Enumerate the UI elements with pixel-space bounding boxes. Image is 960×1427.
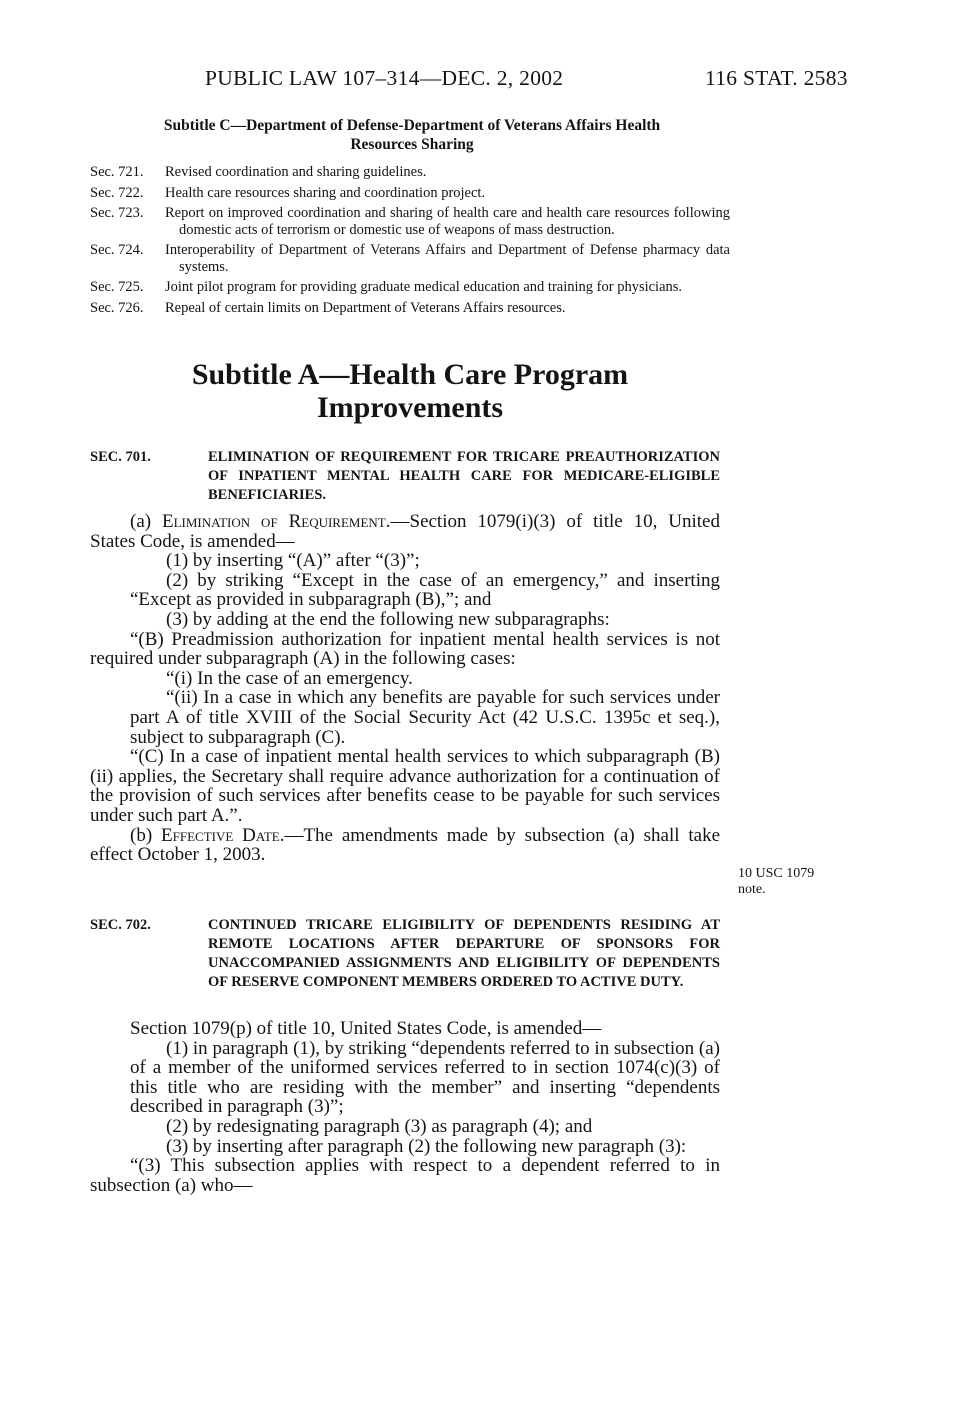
margin-note-line2: note. bbox=[738, 882, 766, 897]
toc-heading bbox=[92, 116, 732, 154]
subtitle-a-heading bbox=[90, 358, 730, 424]
toc-item-number: Sec. 722. bbox=[90, 184, 144, 201]
toc-item-number: Sec. 723. bbox=[90, 205, 144, 221]
toc-item bbox=[90, 164, 730, 181]
toc-item bbox=[90, 185, 730, 202]
paragraph-2: (2) by redesignating paragraph (3) as paragraph (4); and bbox=[166, 1115, 593, 1137]
section-701-body bbox=[90, 512, 720, 865]
section-number: SEC. 701. bbox=[90, 449, 151, 465]
subsection-heading: Effective Date. bbox=[161, 824, 285, 846]
paragraph-1: (1) in paragraph (1), by striking “dependents referred to in subsection (a) of a member of the uniformed services referred to in section 1074(c)(3) of this title who are residing with the member” and inserting “dependents described in paragraph (3)”; bbox=[130, 1037, 720, 1118]
section-702-body bbox=[90, 1019, 720, 1195]
toc-item-text: Repeal of certain limits on Department of Veterans Affairs resources. bbox=[165, 299, 566, 316]
paragraph-3: (3) by inserting after paragraph (2) the following new paragraph (3): bbox=[166, 1135, 687, 1157]
subsection-b bbox=[90, 826, 720, 865]
subsection-heading: Elimination of Requirement. bbox=[162, 511, 391, 532]
subsection-text: —The amendments made by subsection (a) shall take effect October 1, 2003. bbox=[90, 824, 720, 866]
quoted-subparagraph-c: “(C) In a case of inpatient mental health services to which subparagraph (B)(ii) applies, the Secretary shall require advance authorization for a continuation of the provision of such services after benefits cease to be payable for such services under such part A.”. bbox=[90, 746, 720, 826]
margin-note bbox=[738, 866, 814, 898]
toc-item-number: Sec. 721. bbox=[90, 164, 144, 180]
running-header-stat: 116 STAT. 2583 bbox=[705, 66, 848, 90]
toc-item bbox=[90, 279, 730, 296]
toc-heading-line1: Subtitle C—Department of Defense-Department of Veterans Affairs Health bbox=[163, 117, 661, 134]
toc-item bbox=[90, 205, 730, 238]
subtitle-a-line2: Improvements bbox=[316, 391, 504, 424]
toc-heading-line2: Resources Sharing bbox=[350, 136, 474, 153]
section-title: ELIMINATION OF REQUIREMENT FOR TRICARE PREAUTHORIZATION OF INPATIENT MENTAL HEALTH CARE FOR MEDICARE-ELIGIBLE BENEFICIARIES. bbox=[208, 449, 720, 503]
margin-note-line1: 10 USC 1079 bbox=[738, 866, 815, 881]
toc-item-number: Sec. 726. bbox=[90, 299, 144, 316]
paragraph-2: (2) by striking “Except in the case of an emergency,” and inserting “Except as provided in subparagraph (B),”; and bbox=[130, 569, 720, 611]
subsection-a bbox=[90, 512, 720, 551]
paragraph-3: (3) by adding at the end the following new subparagraphs: bbox=[166, 608, 610, 630]
toc-item-text: Health care resources sharing and coordination project. bbox=[165, 184, 486, 201]
running-header-title: PUBLIC LAW 107–314—DEC. 2, 2002 bbox=[205, 66, 564, 90]
toc-item bbox=[90, 242, 730, 275]
section-702-heading bbox=[90, 916, 720, 992]
toc-item-text: Interoperability of Department of Veterans Affairs and Department of Defense pharmacy data systems. bbox=[165, 242, 730, 275]
section-701-heading bbox=[90, 448, 720, 505]
subtitle-a-line1: Subtitle A—Health Care Program bbox=[191, 358, 629, 391]
toc-item-number: Sec. 725. bbox=[90, 279, 144, 295]
quoted-clause-ii: “(ii) In a case in which any benefits are payable for such services under part A of title XVIII of the Social Security Act (42 U.S.C. 1395c et seq.), subject to subparagraph (C). bbox=[130, 687, 720, 748]
paragraph-1: (1) by inserting “(A)” after “(3)”; bbox=[166, 550, 420, 572]
subsection-label: (a) bbox=[130, 511, 162, 532]
subsection-text: —Section 1079(i)(3) of title 10, United States Code, is amended— bbox=[90, 511, 720, 552]
toc-item-text: Joint pilot program for providing graduate medical education and training for physicians. bbox=[165, 279, 683, 295]
section-intro: Section 1079(p) of title 10, United States Code, is amended— bbox=[130, 1018, 602, 1039]
section-number: SEC. 702. bbox=[90, 917, 151, 933]
quoted-clause-i: “(i) In the case of an emergency. bbox=[166, 667, 413, 689]
toc-item-number: Sec. 724. bbox=[90, 242, 144, 258]
quoted-subparagraph-b: “(B) Preadmission authorization for inpatient mental health services is not required under subparagraph (A) in the following cases: bbox=[90, 628, 720, 670]
quoted-paragraph-3: “(3) This subsection applies with respect to a dependent referred to in subsection (a) who— bbox=[90, 1155, 720, 1196]
toc-item bbox=[90, 300, 730, 317]
toc-item-text: Revised coordination and sharing guidelines. bbox=[165, 164, 427, 180]
toc-item-text: Report on improved coordination and sharing of health care and health care resources following domestic acts of terrorism or domestic use of weapons of mass destruction. bbox=[165, 205, 730, 238]
table-of-contents bbox=[90, 164, 730, 320]
subsection-label: (b) bbox=[130, 824, 162, 846]
section-title: CONTINUED TRICARE ELIGIBILITY OF DEPENDENTS RESIDING AT REMOTE LOCATIONS AFTER DEPARTURE OF SPONSORS FOR UNACCOMPANIED ASSIGNMENTS AND ELIGIBILITY OF DEPENDENTS OF RESERVE COMPONENT MEMBERS ORDERED TO ACTIVE DUTY. bbox=[208, 917, 720, 990]
